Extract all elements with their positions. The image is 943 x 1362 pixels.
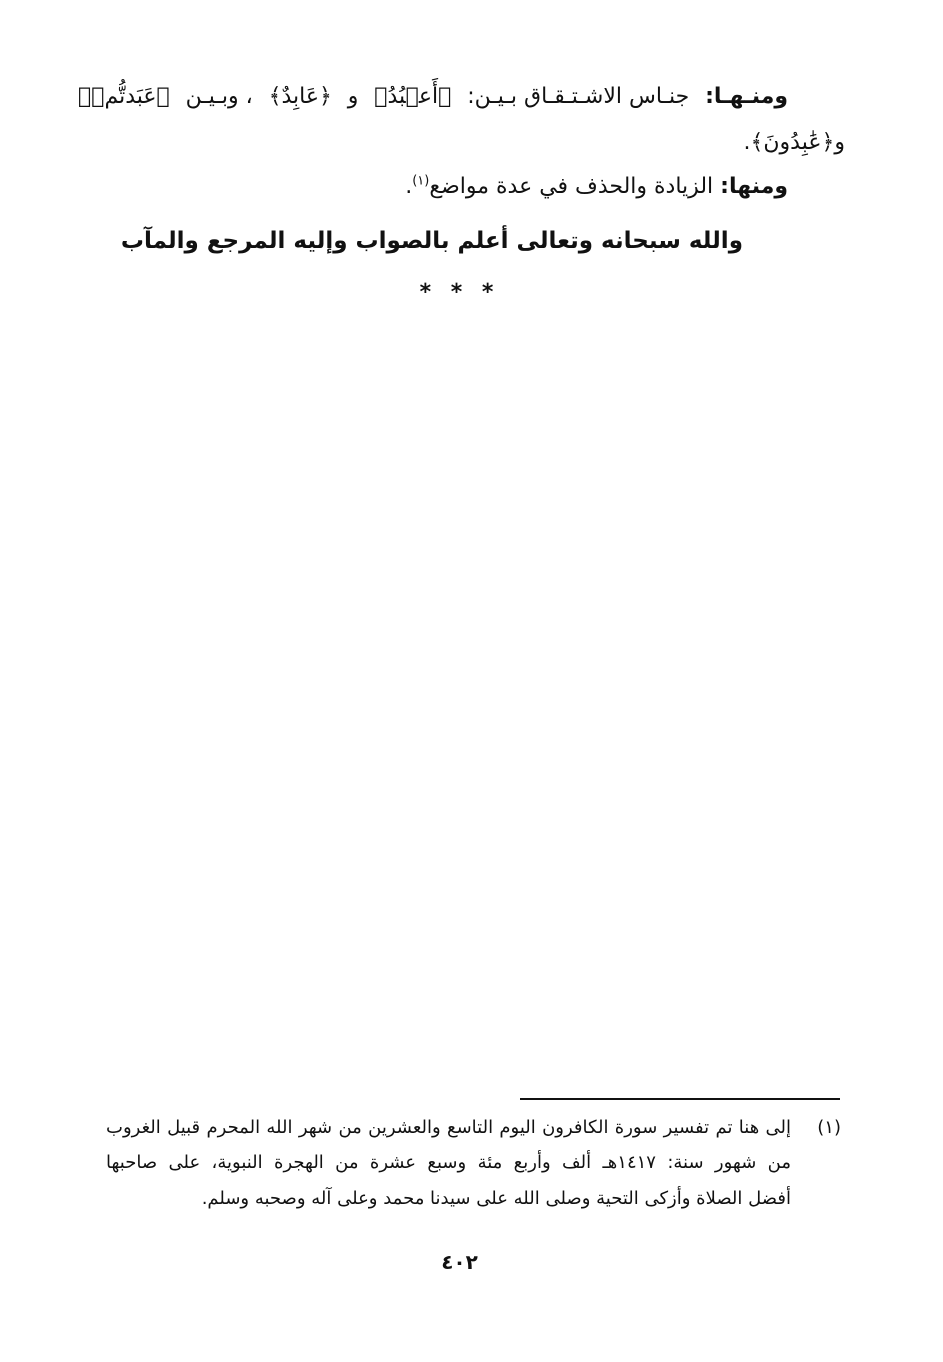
quran-word-4: و﴿عَٰبِدُونَ﴾.: [743, 130, 845, 155]
quran-word-2: ﴿عَابِدٌ﴾: [268, 84, 332, 109]
footnote-reference: (١): [412, 173, 430, 189]
section-label: ومنها:: [720, 174, 788, 199]
line3-end: .: [405, 174, 413, 199]
footnote-divider: [520, 1098, 840, 1100]
footnote-marker: (١): [817, 1117, 841, 1138]
line1-text-a: جنـاس الاشـتـقـاق بـيـن:: [467, 84, 690, 109]
section-label: ومنـهـا:: [705, 84, 788, 109]
line3-text: الزيادة والحذف في عدة مواضع: [429, 174, 714, 199]
footnote-line-3: أفضل الصلاة وأزكى التحية وصلى الله على سيدنا محمد وعلى آله وصحبه وسلم.: [201, 1188, 791, 1209]
footnote-line-1: إلى هنا تم تفسير سورة الكافرون اليوم التاسع والعشرين من شهر الله المحرم قبيل الغروب: [106, 1117, 791, 1138]
quran-word-3: ﴿عَبَدتُّمۡ﴾: [78, 84, 170, 109]
body-line-2: [744, 128, 846, 158]
conjunction: و: [347, 84, 359, 109]
quran-word-1: ﴿أَعۡبُدُ﴾: [374, 84, 452, 109]
line1-separator-text: ، وبـيـن: [185, 84, 253, 109]
page-number: ٤٠٢: [441, 1250, 478, 1274]
section-separator: * * *: [419, 280, 500, 305]
body-line-1: [78, 82, 788, 112]
footnote-line-2: من شهور سنة: ١٤١٧هـ ألف وأربع مئة وسبع عشرة من الهجرة النبوية، على صاحبها: [106, 1152, 792, 1173]
body-line-3: [405, 172, 788, 202]
closing-sentence: والله سبحانه وتعالى أعلم بالصواب وإليه المرجع والمآب: [120, 228, 743, 254]
